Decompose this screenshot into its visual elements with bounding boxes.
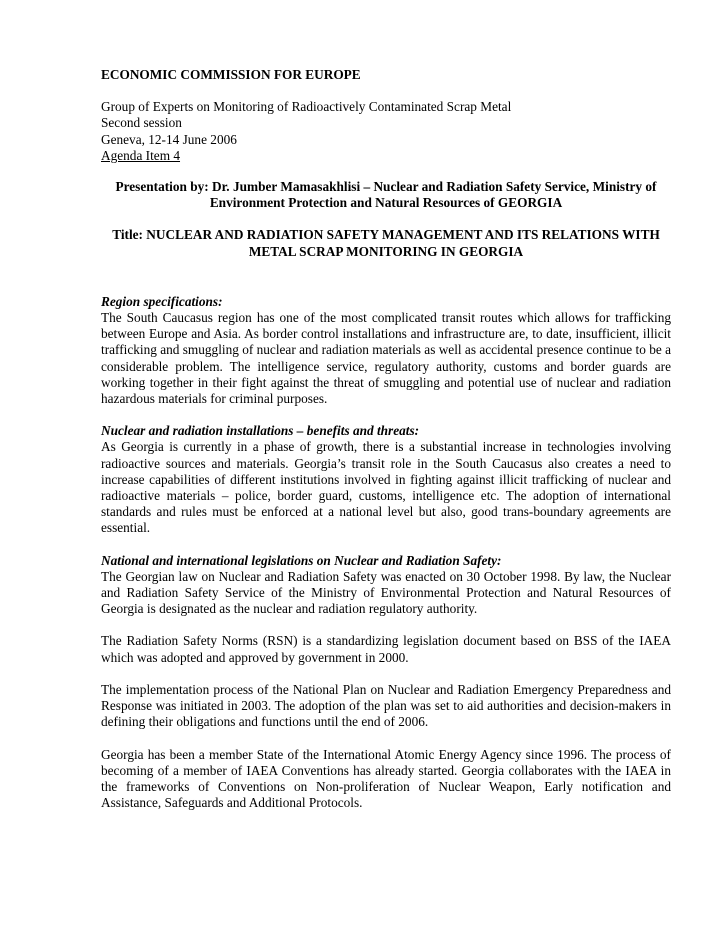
location-date: Geneva, 12-14 June 2006 (101, 131, 237, 147)
document-title: Title: NUCLEAR AND RADIATION SAFETY MANAGEMENT AND ITS RELATIONS WITH METAL SCRAP MONITORING IN GEORGIA (112, 227, 660, 259)
section-installations (101, 423, 671, 536)
section-paragraph: The South Caucasus region has one of the most complicated transit routes which allows for trafficking between Europe and Asia. As border control installations and infrastructure are, to date, insufficient, illicit trafficking and smuggling of nuclear and radiation materials as well as accidental presence continue to be a considerable problem. The intelligence service, regulatory authority, customs and border guards are working together in their fight against the threat of smuggling and potential use of nuclear and radiation hazardous materials for criminal purposes. (101, 310, 671, 407)
section-paragraph: The Radiation Safety Norms (RSN) is a standardizing legislation document based on BSS of the IAEA which was adopted and approved by government in 2000. (101, 633, 671, 665)
section-legislations (101, 553, 671, 812)
section-heading: Region specifications: (101, 293, 223, 309)
meeting-info (101, 99, 671, 164)
section-heading: Nuclear and radiation installations – benefits and threats: (101, 423, 420, 439)
group-name: Group of Experts on Monitoring of Radioactively Contaminated Scrap Metal (101, 99, 512, 115)
section-paragraph: The Georgian law on Nuclear and Radiation Safety was enacted on 30 October 1998. By law, the Nuclear and Radiation Safety Service of the Ministry of Environmental Protection and Natural Resources of Georgia is designated as the nuclear and radiation regulatory authority. (101, 568, 671, 617)
document-page (101, 67, 671, 811)
section-paragraph: As Georgia is currently in a phase of growth, there is a substantial increase in technologies involving radioactive sources and materials. Georgia’s transit role in the South Caucasus also creates a need to increase capabilities of different institutions involved in fighting against illicit trafficking of nuclear and radioactive materials – police, border guard, customs, intelligence etc. The adoption of international standards and rules must be enforced at a national level but also, good trans-boundary agreements are essential. (101, 439, 671, 536)
section-paragraph: The implementation process of the National Plan on Nuclear and Radiation Emergency Preparedness and Response was initiated in 2003. The adoption of the plan was set to aid authorities and decision-makers in defining their obligations and functions until the end of 2006. (101, 681, 671, 730)
presentation-by: Presentation by: Dr. Jumber Mamasakhlisi – Nuclear and Radiation Safety Service, Ministry of Environment Protection and Natural Resources of GEORGIA (115, 179, 657, 211)
organization-heading: ECONOMIC COMMISSION FOR EUROPE (101, 67, 361, 82)
session-label: Second session (101, 115, 182, 131)
agenda-item: Agenda Item 4 (101, 147, 181, 163)
section-heading: National and international legislations on Nuclear and Radiation Safety: (101, 552, 502, 568)
section-region-specifications (101, 294, 671, 407)
section-paragraph: Georgia has been a member State of the International Atomic Energy Agency since 1996. The process of becoming of a member of IAEA Conventions has already started. Georgia collaborates with the IAEA in the frameworks of Conventions on Non-proliferation of Nuclear Weapon, Early notification and Assistance, Safeguards and Additional Protocols. (101, 746, 671, 811)
